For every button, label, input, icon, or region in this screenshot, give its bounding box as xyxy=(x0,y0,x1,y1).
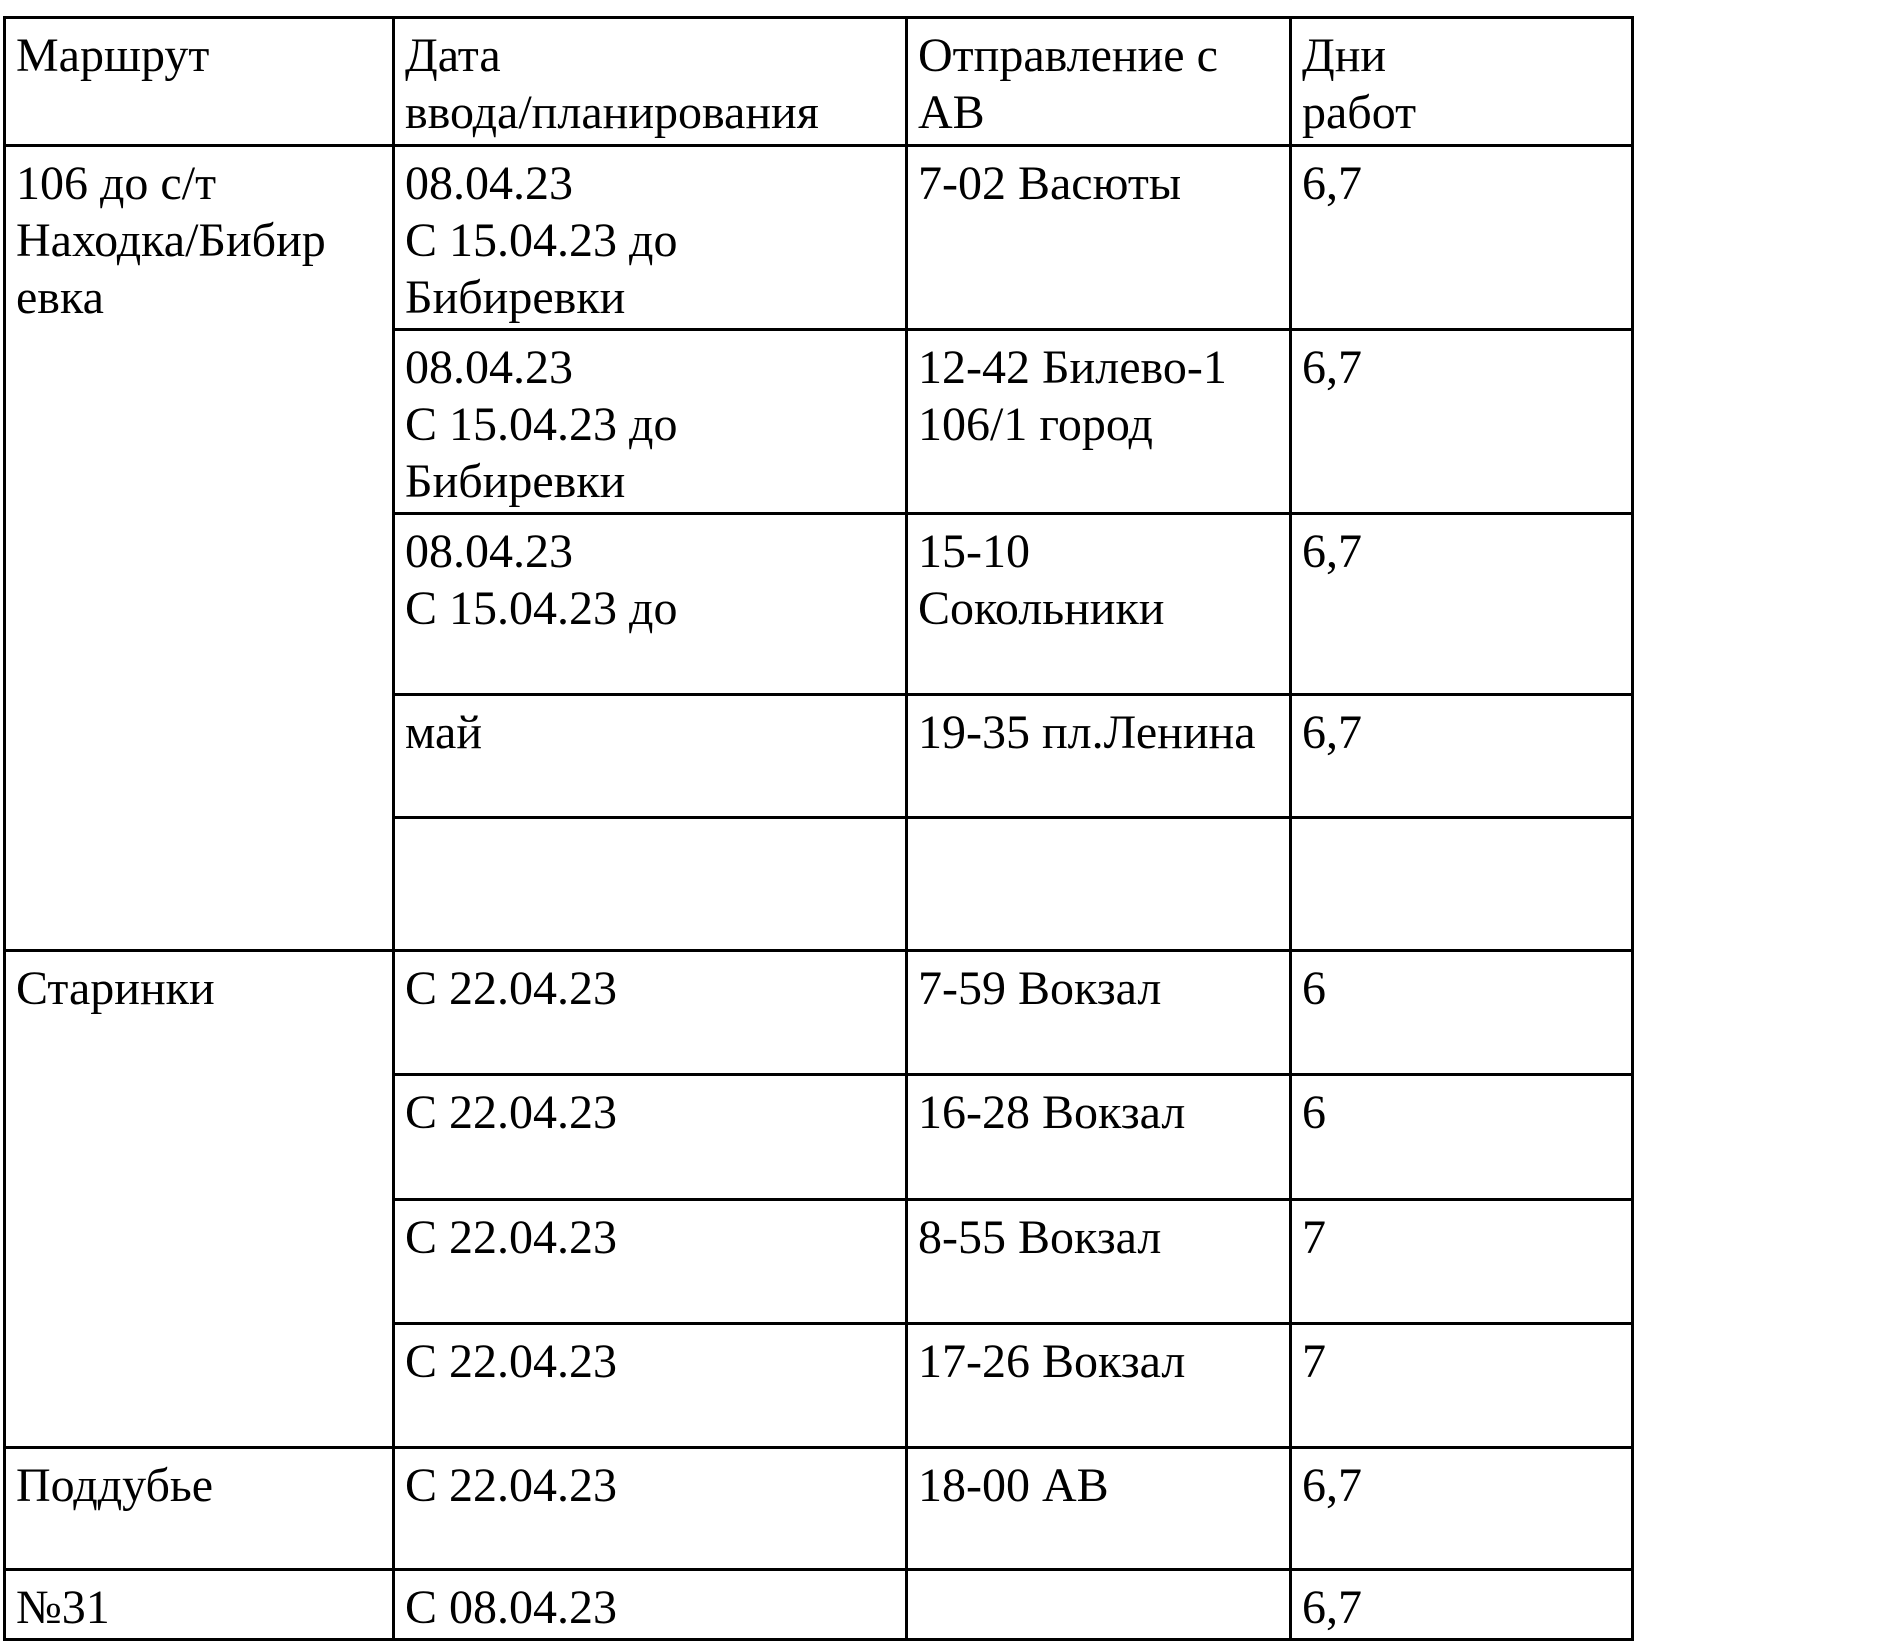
departure-cell: 16-28 Вокзал xyxy=(907,1075,1291,1200)
departure-cell: 7-02 Васюты xyxy=(907,146,1291,330)
header-row xyxy=(5,18,1633,146)
table-row xyxy=(5,146,1633,330)
days-cell: 6,7 xyxy=(1291,146,1633,330)
departure-cell: 12-42 Билево-1 106/1 город xyxy=(907,330,1291,514)
date-cell xyxy=(394,818,907,951)
days-cell: 7 xyxy=(1291,1324,1633,1448)
date-cell: 08.04.23 С 15.04.23 до xyxy=(394,514,907,695)
days-cell: 6 xyxy=(1291,951,1633,1075)
days-cell: 6 xyxy=(1291,1075,1633,1200)
date-cell: 08.04.23 С 15.04.23 до Бибиревки xyxy=(394,330,907,514)
days-cell: 6,7 xyxy=(1291,1448,1633,1570)
days-cell: 6,7 xyxy=(1291,330,1633,514)
departure-cell: 18-00 АВ xyxy=(907,1448,1291,1570)
departure-cell: 17-26 Вокзал xyxy=(907,1324,1291,1448)
departure-cell xyxy=(907,818,1291,951)
days-cell: 6,7 xyxy=(1291,1570,1633,1640)
table-row xyxy=(5,1448,1633,1570)
route-cell: Поддубье xyxy=(5,1448,394,1570)
days-cell: 6,7 xyxy=(1291,695,1633,818)
table-row xyxy=(5,1570,1633,1640)
date-cell: С 22.04.23 xyxy=(394,951,907,1075)
days-cell: 6,7 xyxy=(1291,514,1633,695)
date-cell: С 22.04.23 xyxy=(394,1200,907,1324)
departure-cell: 7-59 Вокзал xyxy=(907,951,1291,1075)
date-cell: май xyxy=(394,695,907,818)
header-route: Маршрут xyxy=(5,18,394,146)
days-cell xyxy=(1291,818,1633,951)
route-cell: №31 xyxy=(5,1570,394,1640)
departure-cell: 8-55 Вокзал xyxy=(907,1200,1291,1324)
table-row xyxy=(5,951,1633,1075)
departure-cell xyxy=(907,1570,1291,1640)
header-departure: Отправление с АВ xyxy=(907,18,1291,146)
route-cell: 106 до с/т Находка/Бибир евка xyxy=(5,146,394,951)
date-cell: С 22.04.23 xyxy=(394,1075,907,1200)
departure-cell: 15-10 Сокольники xyxy=(907,514,1291,695)
date-cell: С 22.04.23 xyxy=(394,1324,907,1448)
days-cell: 7 xyxy=(1291,1200,1633,1324)
date-cell: С 22.04.23 xyxy=(394,1448,907,1570)
date-cell: 08.04.23 С 15.04.23 до Бибиревки xyxy=(394,146,907,330)
header-date: Дата ввода/планирования xyxy=(394,18,907,146)
schedule-table xyxy=(3,16,1634,1641)
date-cell: С 08.04.23 xyxy=(394,1570,907,1640)
departure-cell: 19-35 пл.Ленина xyxy=(907,695,1291,818)
header-days: Дни работ xyxy=(1291,18,1633,146)
route-cell: Старинки xyxy=(5,951,394,1448)
